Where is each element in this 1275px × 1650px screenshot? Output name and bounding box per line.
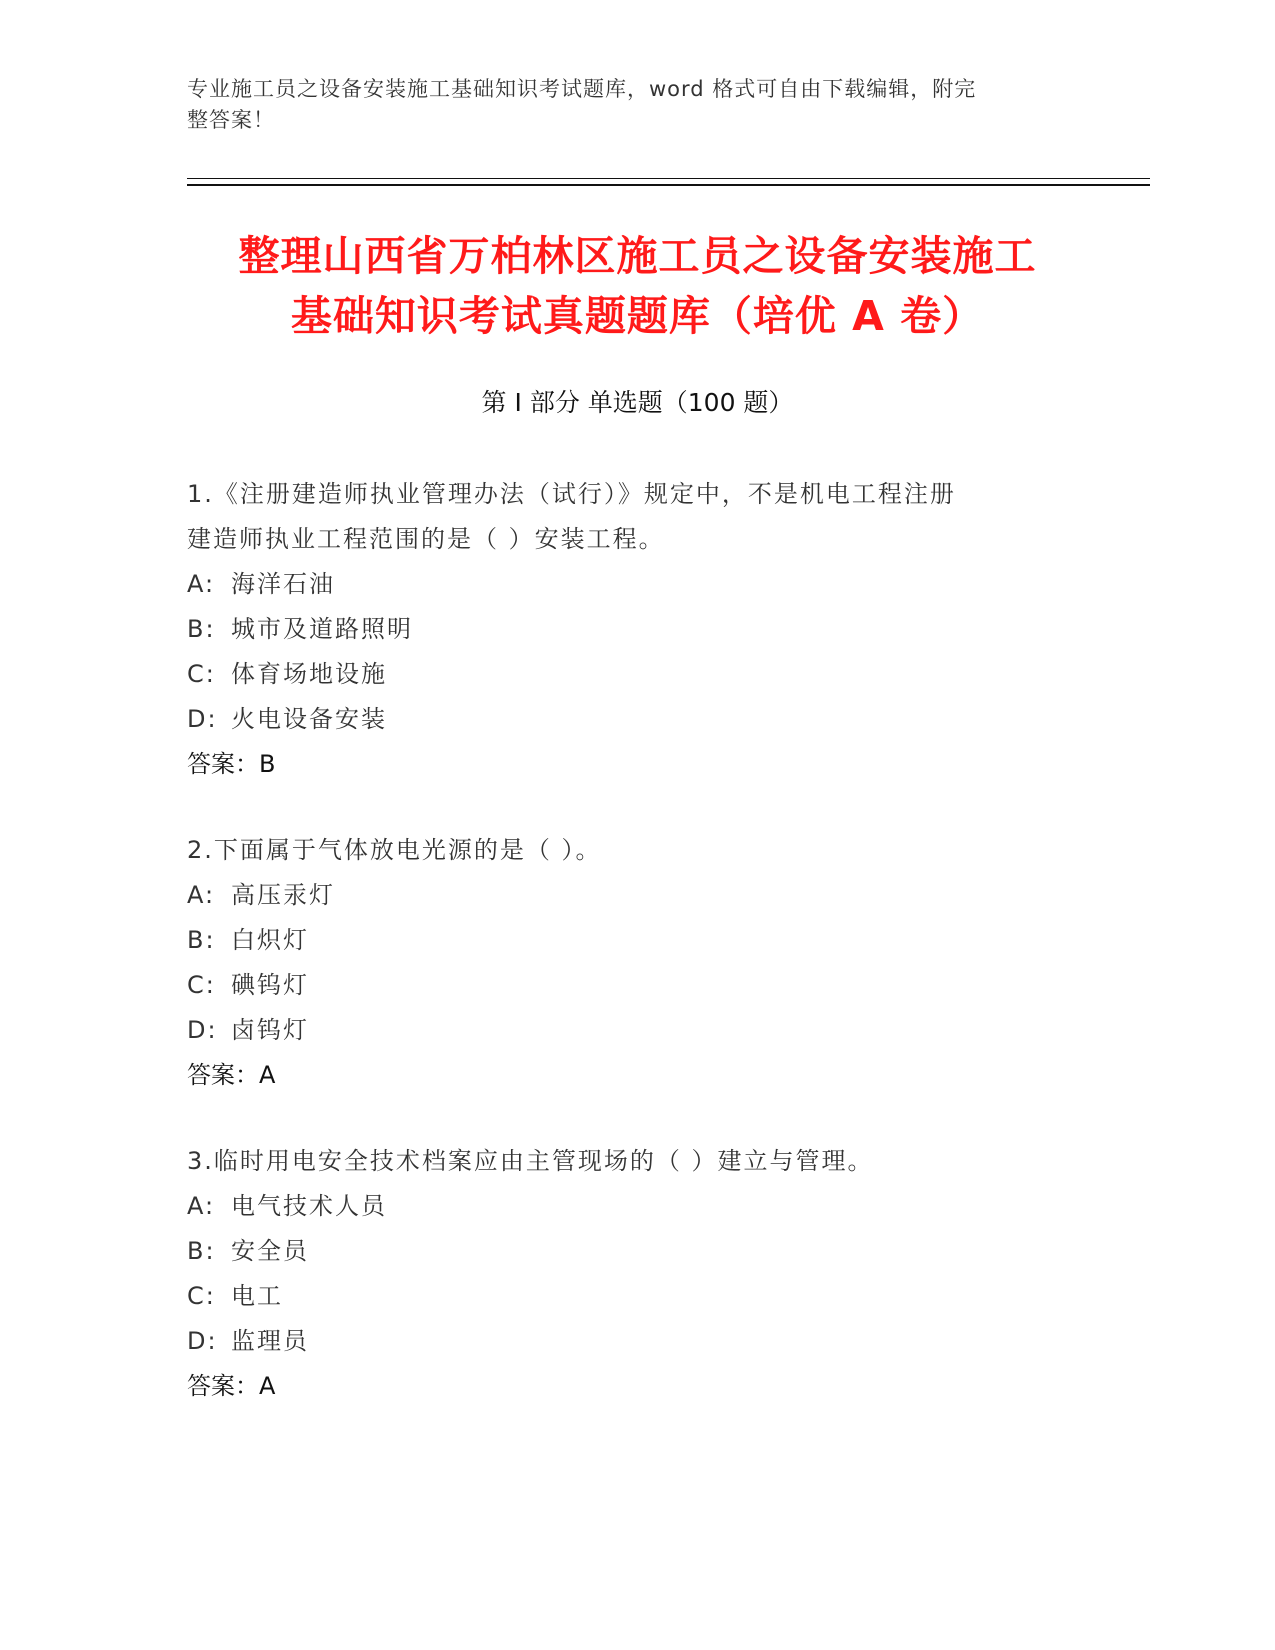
answer: 答案：A bbox=[187, 1372, 276, 1400]
option-text: 电气技术人员 bbox=[231, 1192, 387, 1220]
option-text: 碘钨灯 bbox=[231, 971, 309, 999]
option-text: 安全员 bbox=[231, 1237, 309, 1265]
option-key: D: bbox=[187, 705, 218, 733]
document-title-line-2: 基础知识考试真题题库（培优 A 卷） bbox=[290, 292, 985, 340]
option-key: D: bbox=[187, 1016, 218, 1044]
option-text: 海洋石油 bbox=[231, 570, 335, 598]
option-text: 体育场地设施 bbox=[231, 660, 387, 688]
option-key: A: bbox=[187, 1192, 216, 1220]
option-key: C: bbox=[187, 660, 216, 688]
option-text: 火电设备安装 bbox=[231, 705, 387, 733]
question-stem: 2.下面属于气体放电光源的是（ ）。 bbox=[187, 836, 602, 864]
option-key: B: bbox=[187, 615, 216, 643]
header-note-line-2: 整答案！ bbox=[187, 108, 275, 132]
answer: 答案：B bbox=[187, 750, 276, 778]
header-divider-thick bbox=[187, 184, 1150, 186]
option-text: 卤钨灯 bbox=[231, 1016, 309, 1044]
option-text: 监理员 bbox=[231, 1327, 309, 1355]
question-2 bbox=[187, 828, 1067, 1098]
option-d bbox=[187, 1319, 1067, 1364]
option-c bbox=[187, 652, 1067, 697]
question-stem: 3.临时用电安全技术档案应由主管现场的（ ）建立与管理。 bbox=[187, 1147, 874, 1175]
option-a bbox=[187, 873, 1067, 918]
option-a bbox=[187, 562, 1067, 607]
option-b bbox=[187, 607, 1067, 652]
option-text: 电工 bbox=[231, 1282, 283, 1310]
option-text: 白炽灯 bbox=[231, 926, 309, 954]
question-list bbox=[187, 472, 1067, 1450]
option-key: A: bbox=[187, 570, 216, 598]
section-heading: 第 I 部分 单选题（100 题） bbox=[481, 388, 794, 417]
option-c bbox=[187, 963, 1067, 1008]
header-note bbox=[187, 74, 1067, 136]
option-key: B: bbox=[187, 1237, 216, 1265]
option-key: B: bbox=[187, 926, 216, 954]
header-note-line-1: 专业施工员之设备安装施工基础知识考试题库，word 格式可自由下载编辑，附完 bbox=[187, 77, 977, 101]
option-key: D: bbox=[187, 1327, 218, 1355]
question-1 bbox=[187, 472, 1067, 787]
option-b bbox=[187, 1229, 1067, 1274]
option-text: 城市及道路照明 bbox=[231, 615, 413, 643]
document-title-line-1: 整理山西省万柏林区施工员之设备安装施工 bbox=[238, 232, 1037, 280]
question-stem: 1.《注册建造师执业管理办法（试行）》规定中，不是机电工程注册 bbox=[187, 480, 956, 508]
option-d bbox=[187, 1008, 1067, 1053]
option-text: 高压汞灯 bbox=[231, 881, 335, 909]
header-divider-thin bbox=[187, 178, 1150, 179]
document-title bbox=[150, 226, 1125, 346]
option-a bbox=[187, 1184, 1067, 1229]
option-b bbox=[187, 918, 1067, 963]
option-key: C: bbox=[187, 971, 216, 999]
answer: 答案：A bbox=[187, 1061, 276, 1089]
question-stem-continued: 建造师执业工程范围的是（ ）安装工程。 bbox=[187, 525, 665, 553]
option-c bbox=[187, 1274, 1067, 1319]
option-d bbox=[187, 697, 1067, 742]
option-key: A: bbox=[187, 881, 216, 909]
question-3 bbox=[187, 1139, 1067, 1409]
option-key: C: bbox=[187, 1282, 216, 1310]
